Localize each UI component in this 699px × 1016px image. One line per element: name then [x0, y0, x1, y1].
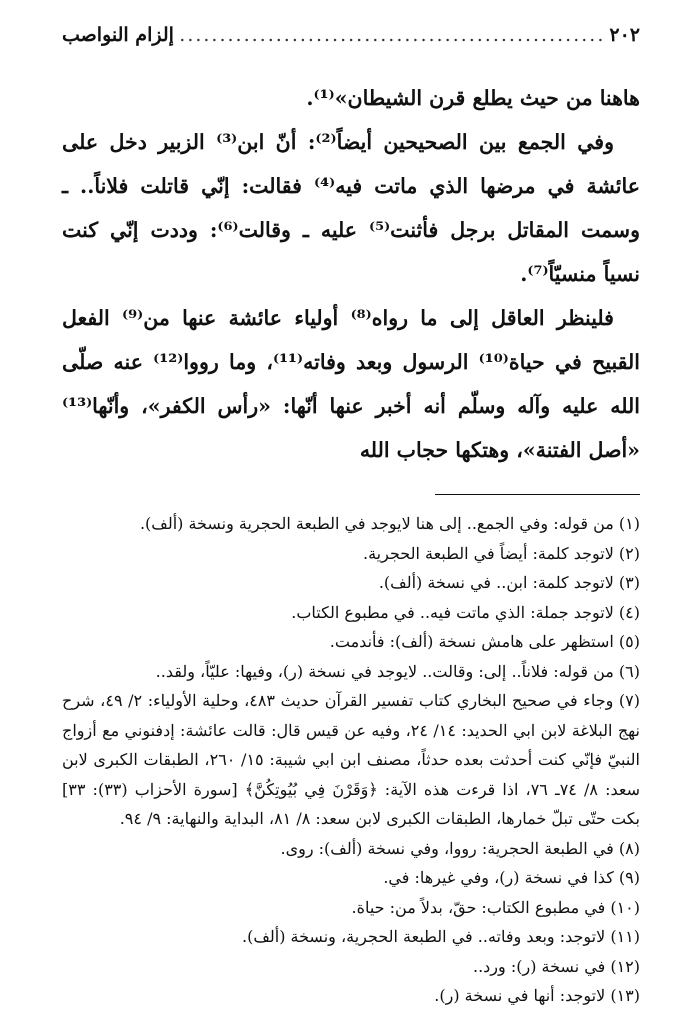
footnote-2: (٢) لاتوجد كلمة: أيضاً في الطبعة الحجرية.	[363, 543, 640, 563]
footnote-8: (٨) في الطبعة الحجرية: رووا، وفي نسخة (ألف): روى.	[280, 838, 640, 858]
footnote-12: (١٢) في نسخة (ر): ورد..	[473, 956, 640, 976]
footnote-4: (٤) لاتوجد جملة: الذي ماتت فيه.. في مطبوع الكتاب.	[291, 602, 640, 622]
footnote-9: (٩) كذا في نسخة (ر)، وفي غيرها: في.	[383, 868, 640, 887]
book-page	[62, 24, 640, 1011]
footnote-10: (١٠) في مطبوع الكتاب: حقّ، بدلاً من: حياة.	[351, 897, 640, 917]
footnote-5: (٥) استظهر على هامش نسخة (ألف): فأندمت.	[329, 632, 640, 651]
footnote-1: (١) من قوله: وفي الجمع.. إلى هنا لايوجد في الطبعة الحجرية ونسخة (ألف).	[139, 514, 640, 533]
footnote-13: (١٣) لاتوجد: أنها في نسخة (ر).	[434, 986, 640, 1005]
header-leader-dots	[178, 24, 605, 46]
paragraph-1: هاهنا من حيث يطلع قرن الشيطان»⁽¹⁾.	[306, 86, 640, 110]
page-header	[62, 24, 640, 54]
footnotes	[62, 509, 640, 1011]
main-text	[62, 76, 640, 472]
footnote-separator	[435, 494, 640, 495]
footnote-7: (٧) وجاء في صحيح البخاري كتاب تفسير القرآن حديث ٤٨٣، وحلية الأولياء: ٢/ ٤٩، شرح نهج البلاغة لابن ابي الحديد: ١٤/ ٢٤، وفيه عن قيس قال: قالت عائشة: إدفنوني مع أزواج النبيّ فإنّي كنت أحدثت بعده حدثاً، مصنف ابن ابي شيبة: ١٥/ ٢٦٠، الطبقات الكبرى لابن سعد: ٨/ ٧٤ـ ٧٦، اذا قرءت هذه الآية: ﴿وَقَرْنَ فِي بُيُوتِكُنَّ﴾ [سورة الأحزاب (٣٣): ٣٣] بكت حتّى تبلّ خمارها، الطبقات الكبرى لابن سعد: ٨/ ٨١، البداية والنهاية: ٩/ ٩٤.	[62, 691, 641, 828]
page-number: ٢٠٢	[609, 24, 640, 46]
footnote-6: (٦) من قوله: فلاناً.. إلى: وقالت.. لايوجد في نسخة (ر)، وفيها: عليّاً، ولقد..	[155, 661, 640, 681]
running-title: إلزام النواصب	[62, 24, 174, 46]
footnote-11: (١١) لاتوجد: وبعد وفاته.. في الطبعة الحجرية، ونسخة (ألف).	[241, 927, 640, 946]
paragraph-2: وفي الجمع بين الصحيحين أيضاً⁽²⁾: أنّ ابن⁽³⁾ الزبير دخل على عائشة في مرضها الذي ماتت فيه⁽⁴⁾ فقالت: إنّي قاتلت فلاناً.. ـ وسمت المقاتل برجل فأثنت⁽⁵⁾ عليه ـ وقالت⁽⁶⁾: وددت إنّي كنت نسياً منسيّاً⁽⁷⁾.	[62, 130, 640, 286]
footnote-3: (٣) لاتوجد كلمة: ابن.. في نسخة (ألف).	[378, 573, 640, 592]
paragraph-3: فلينظر العاقل إلى ما رواه⁽⁸⁾ أولياء عائشة عنها من⁽⁹⁾ الفعل القبيح في حياة⁽¹⁰⁾ الرسول وبعد وفاته⁽¹¹⁾، وما رووا⁽¹²⁾ عنه صلّى الله عليه وآله وسلّم أنه أخبر عنها أنّها: «رأس الكفر»، وأنّها⁽¹³⁾ «أصل الفتنة»، وهتكها حجاب الله	[62, 306, 640, 462]
